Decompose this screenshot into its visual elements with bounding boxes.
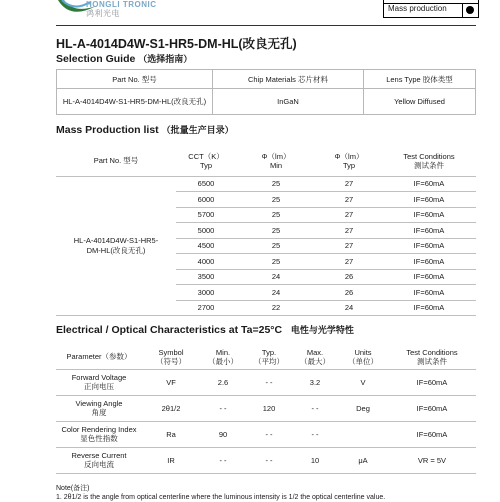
cell-flux-min: 24 (236, 269, 316, 285)
cell-symbol: IR (142, 447, 200, 473)
cell-parameter: Forward Voltage 正向电压 (56, 369, 142, 395)
selection-guide-table (56, 69, 476, 115)
cell-units (338, 421, 388, 447)
cell-test-conditions: IF=60mA (382, 254, 476, 270)
cell-test-conditions: IF=60mA (382, 285, 476, 301)
cell-units: μA (338, 447, 388, 473)
cell-chip-material: InGaN (213, 89, 364, 115)
table-row (56, 421, 476, 447)
cell-cct: 6000 (176, 192, 236, 208)
status-box (383, 0, 479, 18)
cell-flux-typ: 27 (316, 207, 382, 223)
cell-test-conditions: IF=60mA (382, 176, 476, 192)
note-1: 1. 2θ1/2 is the angle from optical centerline where the luminous intensity is 1/2 the optical centerline value. (56, 494, 386, 501)
table-row (56, 176, 476, 192)
header-rule (56, 25, 476, 26)
cell-max: 10 (292, 447, 338, 473)
notes (56, 484, 486, 502)
cell-flux-min: 25 (236, 254, 316, 270)
cell-test-conditions: IF=60mA (382, 207, 476, 223)
cell-test-conditions: IF=60mA (388, 395, 476, 421)
cell-parameter: Viewing Angle 角度 (56, 395, 142, 421)
mass-production-heading: Mass Production list （批量生产目录） (56, 124, 234, 136)
cell-part-no: HL-A-4014D4W-S1-HR5- DM-HL(改良无孔) (56, 176, 176, 316)
selected-status-dot-icon (466, 6, 474, 14)
cell-flux-typ: 24 (316, 300, 382, 316)
selection-guide-heading: Selection Guide （选择指南） (56, 53, 193, 65)
cell-test-conditions: IF=60mA (382, 192, 476, 208)
cell-min: 2.6 (200, 369, 246, 395)
cell-flux-min: 24 (236, 285, 316, 301)
cell-flux-min: 25 (236, 192, 316, 208)
status-label: Mass production (388, 4, 447, 13)
cell-cct: 2700 (176, 300, 236, 316)
cell-max: 3.2 (292, 369, 338, 395)
header-max: Max. （最大） (292, 345, 338, 369)
cell-symbol: Ra (142, 421, 200, 447)
header-typ: Typ. （平均） (246, 345, 292, 369)
cell-cct: 5000 (176, 223, 236, 239)
cell-typ: - - (246, 421, 292, 447)
cell-cct: 6500 (176, 176, 236, 192)
mass-production-table (56, 146, 476, 316)
logo-text (86, 0, 157, 18)
cell-typ: - - (246, 369, 292, 395)
cell-lens-type: Yellow Diffused (364, 89, 476, 115)
cell-parameter: Reverse Current 反向电流 (56, 447, 142, 473)
table-row (56, 447, 476, 473)
cell-test-conditions: IF=60mA (382, 300, 476, 316)
cell-typ: - - (246, 447, 292, 473)
cell-units: V (338, 369, 388, 395)
cell-flux-min: 25 (236, 176, 316, 192)
header-part-no: Part No. 型号 (57, 70, 213, 89)
header-chip-materials: Chip Materials 芯片材料 (213, 70, 364, 89)
cell-cct: 4000 (176, 254, 236, 270)
document-title: HL-A-4014D4W-S1-HR5-DM-HL(改良无孔) (56, 37, 297, 51)
header-symbol: Symbol （符号） (142, 345, 200, 369)
cell-symbol: VF (142, 369, 200, 395)
logo-name-en: HONGLI TRONIC (86, 0, 157, 9)
cell-symbol: 2θ1/2 (142, 395, 200, 421)
header-cct: CCT（K） Typ (176, 146, 236, 176)
cell-typ: 120 (246, 395, 292, 421)
logo-name-cn: 鸿利光电 (86, 9, 120, 18)
cell-test-conditions: IF=60mA (388, 421, 476, 447)
cell-cct: 3000 (176, 285, 236, 301)
cell-max: - - (292, 421, 338, 447)
cell-parameter: Color Rendering Index 显色性指数 (56, 421, 142, 447)
table-row (56, 369, 476, 395)
cell-min: - - (200, 447, 246, 473)
cell-flux-typ: 26 (316, 269, 382, 285)
eo-characteristics-table (56, 345, 476, 474)
cell-flux-typ: 27 (316, 223, 382, 239)
cell-test-conditions: IF=60mA (388, 369, 476, 395)
cell-max: - - (292, 395, 338, 421)
header-lens-type: Lens Type 胶体类型 (364, 70, 476, 89)
cell-cct: 5700 (176, 207, 236, 223)
table-row (56, 395, 476, 421)
header-test-conditions: Test Conditions 测试条件 (382, 146, 476, 176)
header-flux-typ: Φ（lm） Typ (316, 146, 382, 176)
cell-min: 90 (200, 421, 246, 447)
cell-flux-min: 25 (236, 207, 316, 223)
cell-cct: 4500 (176, 238, 236, 254)
cell-test-conditions: IF=60mA (382, 238, 476, 254)
header-parameter: Parameter（参数） (56, 345, 142, 369)
cell-flux-min: 22 (236, 300, 316, 316)
cell-test-conditions: IF=60mA (382, 223, 476, 239)
header-min: Min. （最小） (200, 345, 246, 369)
header-flux-min: Φ（lm） Min (236, 146, 316, 176)
cell-cct: 3500 (176, 269, 236, 285)
cell-test-conditions: IF=60mA (382, 269, 476, 285)
cell-flux-typ: 27 (316, 192, 382, 208)
cell-part-no: HL-A-4014D4W-S1-HR5-DM-HL(改良无孔) (57, 89, 213, 115)
cell-flux-typ: 27 (316, 254, 382, 270)
cell-min: - - (200, 395, 246, 421)
header-units: Units （单位） (338, 345, 388, 369)
header-part-no: Part No. 型号 (56, 146, 176, 176)
cell-flux-typ: 26 (316, 285, 382, 301)
cell-flux-typ: 27 (316, 176, 382, 192)
notes-label: Note(备注) (56, 485, 90, 492)
eo-heading: Electrical / Optical Characteristics at Ta=25°C 电性与光学特性 (56, 324, 354, 336)
header-test-conditions: Test Conditions 测试条件 (388, 345, 476, 369)
cell-flux-typ: 27 (316, 238, 382, 254)
cell-flux-min: 25 (236, 223, 316, 239)
cell-flux-min: 25 (236, 238, 316, 254)
cell-units: Deg (338, 395, 388, 421)
cell-test-conditions: VR = 5V (388, 447, 476, 473)
